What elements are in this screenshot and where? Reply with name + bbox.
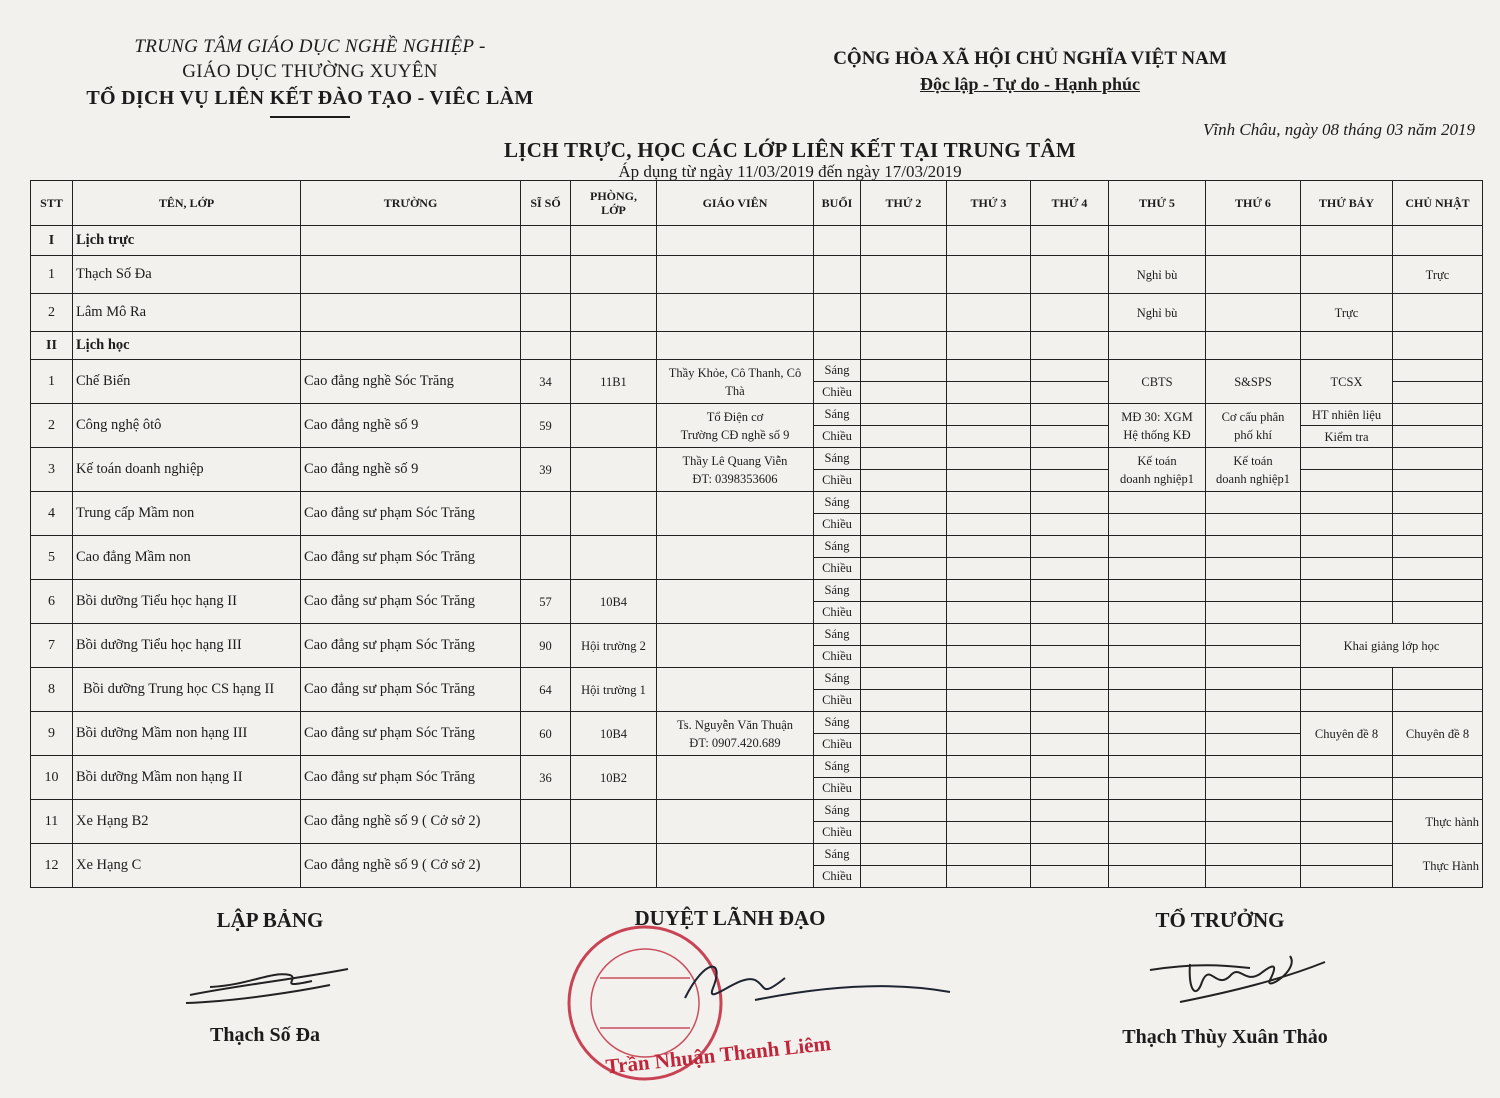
col-buoi: BUỔI (814, 181, 861, 226)
session-afternoon: Chiều (814, 514, 861, 536)
row-school: Cao đẳng nghề số 9 (301, 448, 521, 492)
session-afternoon: Chiều (814, 602, 861, 624)
cell-thu5: CBTS (1109, 360, 1206, 404)
row-stt: 2 (31, 294, 73, 332)
row-stt: 1 (31, 256, 73, 294)
row-school: Cao đẳng sư phạm Sóc Trăng (301, 580, 521, 624)
row-school: Cao đẳng sư phạm Sóc Trăng (301, 624, 521, 668)
row-school: Cao đẳng sư phạm Sóc Trăng (301, 536, 521, 580)
signature-name-middle: Trần Nhuận Thanh Liêm (604, 1031, 832, 1079)
org-line-3: TỔ DỊCH VỤ LIÊN KẾT ĐÀO TẠO - VIÊC LÀM (86, 87, 534, 109)
row-phong: 10B2 (571, 756, 657, 800)
col-thu3: THỨ 3 (947, 181, 1031, 226)
row-school: Cao đẳng sư phạm Sóc Trăng (301, 756, 521, 800)
session-morning: Sáng (814, 492, 861, 514)
schedule-table (30, 180, 1483, 888)
row-teacher (657, 404, 814, 448)
col-cn: CHỦ NHẬT (1393, 181, 1483, 226)
section-row-study (31, 332, 1483, 360)
row-teacher (657, 448, 814, 492)
section-label: Lịch trực (73, 226, 301, 256)
row-school: Cao đẳng sư phạm Sóc Trăng (301, 492, 521, 536)
signature-title-middle: DUYỆT LÃNH ĐẠO (634, 906, 826, 930)
table-row (31, 294, 1483, 332)
row-name: Kế toán doanh nghiệp (73, 448, 301, 492)
teacher-line-2: Thà (725, 383, 745, 398)
row-siso (521, 844, 571, 888)
session-afternoon: Chiều (814, 382, 861, 404)
row-siso: 59 (521, 404, 571, 448)
row-name: Bồi dưỡng Mầm non hạng III (73, 712, 301, 756)
col-thu2: THỨ 2 (861, 181, 947, 226)
session-afternoon: Chiều (814, 822, 861, 844)
session-afternoon: Chiều (814, 866, 861, 888)
session-afternoon: Chiều (814, 470, 861, 492)
session-morning: Sáng (814, 712, 861, 734)
row-name: Cao đẳng Mầm non (73, 536, 301, 580)
row-stt: 6 (31, 580, 73, 624)
teacher-line-1: Tổ Điện cơ (706, 409, 764, 424)
row-phong (571, 844, 657, 888)
cell-thu7-afternoon: Kiểm tra (1301, 426, 1393, 448)
col-truong: TRƯỜNG (301, 181, 521, 226)
session-morning: Sáng (814, 624, 861, 646)
table-row (31, 712, 1483, 734)
session-morning: Sáng (814, 404, 861, 426)
row-phong (571, 800, 657, 844)
col-phong-l2: LỚP (601, 203, 626, 217)
signature-name-right: Thạch Thùy Xuân Thảo (1122, 1026, 1328, 1048)
row-phong: 11B1 (571, 360, 657, 404)
row-name: Chế Biến (73, 360, 301, 404)
row-school: Cao đẳng sư phạm Sóc Trăng (301, 668, 521, 712)
session-afternoon: Chiều (814, 426, 861, 448)
session-morning: Sáng (814, 756, 861, 778)
national-motto: Độc lập - Tự do - Hạnh phúc (919, 74, 1141, 94)
cell-weekend: Khai giảng lớp học (1301, 624, 1483, 668)
row-stt: 8 (31, 668, 73, 712)
session-morning: Sáng (814, 580, 861, 602)
row-siso (521, 536, 571, 580)
row-school: Cao đẳng nghề số 9 ( Cở sở 2) (301, 844, 521, 888)
section-num: I (31, 226, 73, 256)
session-morning: Sáng (814, 800, 861, 822)
cell-cn: Thực Hành (1393, 844, 1483, 888)
row-phong (571, 404, 657, 448)
table-row (31, 448, 1483, 470)
row-siso (521, 492, 571, 536)
col-stt: STT (31, 181, 73, 226)
cell-thu6: S&SPS (1206, 360, 1301, 404)
row-siso: 60 (521, 712, 571, 756)
signature-title-left: LẬP BẢNG (216, 908, 324, 932)
cell-thu5: Nghỉ bù (1109, 294, 1206, 332)
row-stt: 9 (31, 712, 73, 756)
row-siso: 90 (521, 624, 571, 668)
col-thu4: THỨ 4 (1031, 181, 1109, 226)
row-name: Lâm Mô Ra (73, 294, 301, 332)
org-line-2: GIÁO DỤC THƯỜNG XUYÊN (182, 61, 438, 82)
col-giao-vien: GIÁO VIÊN (657, 181, 814, 226)
table-row (31, 624, 1483, 646)
cell-thu7 (1301, 256, 1393, 294)
row-school: Cao đẳng nghề Sóc Trăng (301, 360, 521, 404)
signature-mark-left (180, 955, 360, 1015)
teacher-line-1: Thầy Khỏe, Cô Thanh, Cô (668, 365, 802, 380)
row-phong (571, 492, 657, 536)
cell-thu7: Trực (1301, 294, 1393, 332)
row-siso (521, 800, 571, 844)
row-school: Cao đẳng nghề số 9 (301, 404, 521, 448)
table-row (31, 580, 1483, 602)
thu5-line-2: doanh nghiệp1 (1120, 471, 1194, 486)
row-stt: 12 (31, 844, 73, 888)
row-teacher (657, 360, 814, 404)
row-stt: 10 (31, 756, 73, 800)
col-thu7: THỨ BẢY (1301, 181, 1393, 226)
thu6-line-2: phố khí (1234, 427, 1272, 442)
row-name: Trung cấp Mầm non (73, 492, 301, 536)
row-stt: 4 (31, 492, 73, 536)
table-row (31, 800, 1483, 822)
col-thu6: THỨ 6 (1206, 181, 1301, 226)
row-siso: 36 (521, 756, 571, 800)
session-afternoon: Chiều (814, 646, 861, 668)
table-row (31, 756, 1483, 778)
session-morning: Sáng (814, 536, 861, 558)
thu5-line-2: Hệ thống KĐ (1123, 427, 1191, 442)
table-row (31, 844, 1483, 866)
cell-thu7-morning: HT nhiên liệu (1301, 404, 1393, 426)
row-stt: 2 (31, 404, 73, 448)
section-row-duty (31, 226, 1483, 256)
cell-cn: Chuyên đề 8 (1393, 712, 1483, 756)
row-phong (571, 536, 657, 580)
row-stt: 11 (31, 800, 73, 844)
signature-title-right: TỔ TRƯỞNG (1155, 908, 1285, 932)
session-morning: Sáng (814, 360, 861, 382)
row-siso: 39 (521, 448, 571, 492)
row-name: Bồi dưỡng Mầm non hạng II (73, 756, 301, 800)
row-siso: 34 (521, 360, 571, 404)
teacher-line-2: Trường CĐ nghề số 9 (680, 427, 790, 442)
organization-header (60, 34, 560, 118)
cell-cn (1393, 294, 1483, 332)
row-stt: 7 (31, 624, 73, 668)
row-phong (571, 448, 657, 492)
header-row (31, 181, 1483, 226)
table-row (31, 360, 1483, 382)
row-siso: 57 (521, 580, 571, 624)
row-name: Xe Hạng B2 (73, 800, 301, 844)
row-school: Cao đẳng nghề số 9 ( Cở sở 2) (301, 800, 521, 844)
col-thu5: THỨ 5 (1109, 181, 1206, 226)
cell-thu5: Nghỉ bù (1109, 256, 1206, 294)
teacher-line-1: Thầy Lê Quang Viễn (682, 453, 788, 468)
row-phong: 10B4 (571, 580, 657, 624)
cell-thu6 (1206, 448, 1301, 492)
session-morning: Sáng (814, 844, 861, 866)
national-header (800, 46, 1260, 96)
col-ten-lop: TÊN, LỚP (73, 181, 301, 226)
teacher-line-1: Ts. Nguyễn Văn Thuận (676, 717, 793, 732)
row-name: Công nghệ ôtô (73, 404, 301, 448)
row-name: Bồi dưỡng Trung học CS hạng II (73, 668, 301, 712)
cell-thu5 (1109, 404, 1206, 448)
row-siso: 64 (521, 668, 571, 712)
session-afternoon: Chiều (814, 734, 861, 756)
section-label: Lịch học (73, 332, 301, 360)
thu6-line-1: Kế toán (1233, 453, 1273, 468)
row-teacher (657, 712, 814, 756)
row-name: Xe Hạng C (73, 844, 301, 888)
teacher-line-2: ĐT: 0398353606 (692, 471, 778, 486)
row-name: Bồi dưỡng Tiểu học hạng II (73, 580, 301, 624)
row-stt: 5 (31, 536, 73, 580)
cell-cn: Thực hành (1393, 800, 1483, 844)
table-row (31, 256, 1483, 294)
document-title: LỊCH TRỰC, HỌC CÁC LỚP LIÊN KẾT TẠI TRUNG TÂM (503, 138, 1077, 162)
session-morning: Sáng (814, 668, 861, 690)
signature-mark-right (1140, 940, 1330, 1020)
signature-name-left: Thạch Số Đa (209, 1024, 321, 1046)
row-phong: Hội trường 2 (571, 624, 657, 668)
cell-thu7: Chuyên đề 8 (1301, 712, 1393, 756)
national-title: CỘNG HÒA XÃ HỘI CHỦ NGHĨA VIỆT NAM (833, 48, 1227, 69)
cell-thu7: TCSX (1301, 360, 1393, 404)
cell-thu5 (1109, 448, 1206, 492)
col-phong-l1: PHÒNG, (590, 189, 637, 203)
table-row (31, 492, 1483, 514)
teacher-line-2: ĐT: 0907.420.689 (689, 735, 781, 750)
row-name: Thạch Số Đa (73, 256, 301, 294)
table-row (31, 668, 1483, 690)
org-line-1: TRUNG TÂM GIÁO DỤC NGHỀ NGHIỆP - (134, 36, 486, 57)
row-phong: 10B4 (571, 712, 657, 756)
header-divider (270, 116, 350, 118)
cell-cn: Trực (1393, 256, 1483, 294)
thu6-line-1: Cơ cấu phân (1221, 409, 1285, 424)
table-row (31, 404, 1483, 426)
document-subtitle: Áp dụng từ ngày 11/03/2019 đến ngày 17/03/2019 (618, 162, 962, 181)
session-afternoon: Chiều (814, 558, 861, 580)
session-morning: Sáng (814, 448, 861, 470)
document-date: Vĩnh Châu, ngày 08 tháng 03 năm 2019 (1203, 120, 1475, 139)
col-si-so: SĨ SỐ (521, 181, 571, 226)
row-school: Cao đẳng sư phạm Sóc Trăng (301, 712, 521, 756)
row-stt: 1 (31, 360, 73, 404)
col-phong (571, 181, 657, 226)
section-num: II (31, 332, 73, 360)
thu6-line-2: doanh nghiệp1 (1216, 471, 1290, 486)
thu5-line-1: MĐ 30: XGM (1121, 409, 1193, 424)
thu5-line-1: Kế toán (1137, 453, 1177, 468)
row-stt: 3 (31, 448, 73, 492)
session-afternoon: Chiều (814, 690, 861, 712)
session-afternoon: Chiều (814, 778, 861, 800)
table-row (31, 536, 1483, 558)
cell-thu6 (1206, 404, 1301, 448)
row-name: Bồi dưỡng Tiểu học hạng III (73, 624, 301, 668)
row-phong: Hội trường 1 (571, 668, 657, 712)
